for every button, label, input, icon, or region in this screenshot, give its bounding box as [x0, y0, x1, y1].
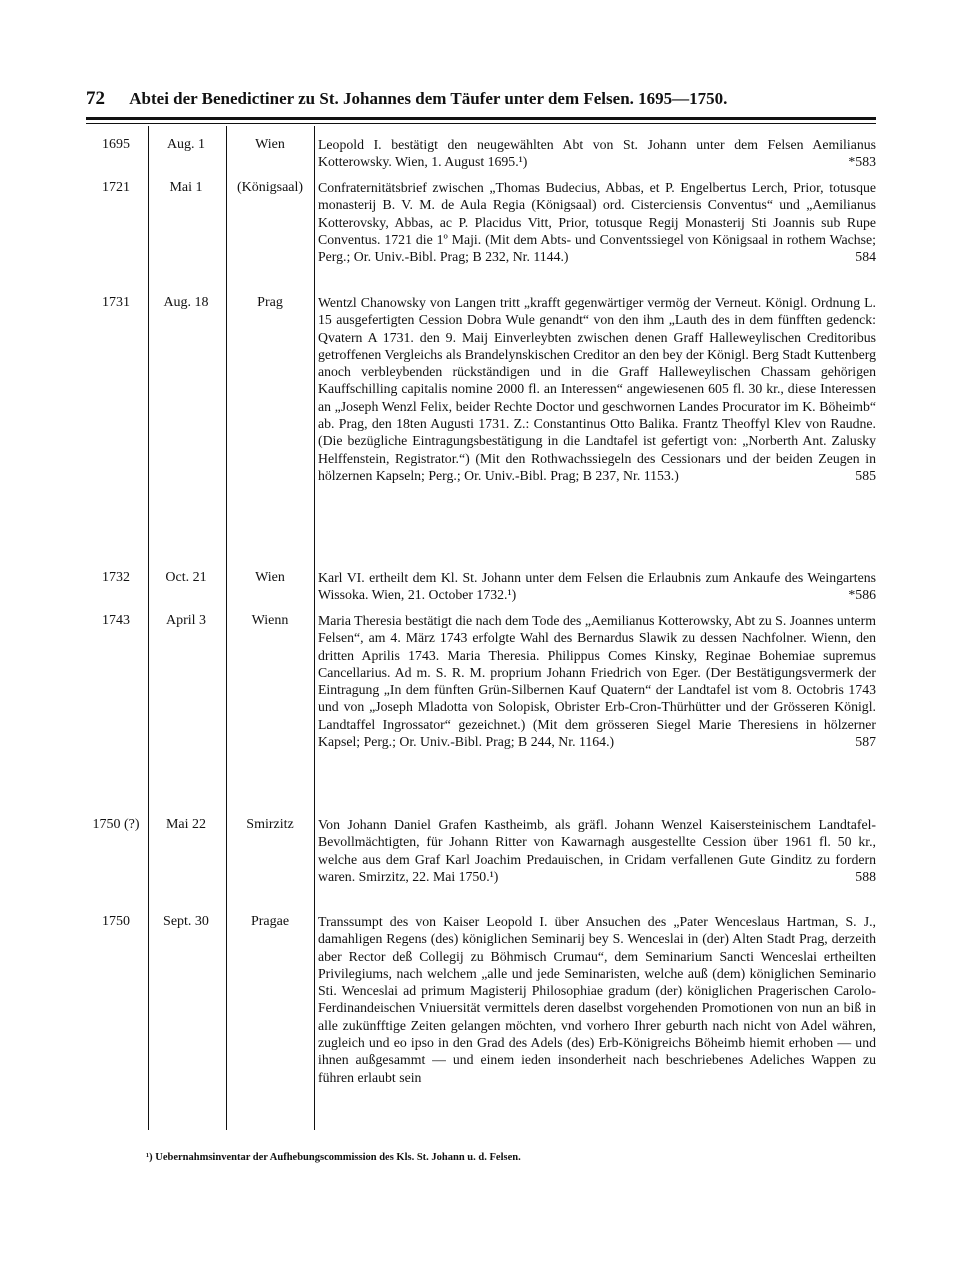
entry-body: Karl VI. ertheilt dem Kl. St. Johann unter dem Felsen die Erlaubnis zum Ankaufe des Weingartens Wissoka. Wien, 21. October 1732.¹)	[318, 570, 876, 603]
entry-year: 1695	[102, 137, 130, 152]
entry-year: 1721	[102, 180, 130, 195]
page-title: Abtei der Benedictiner zu St. Johannes dem Täufer unter dem Felsen. 1695—1750.	[129, 89, 728, 108]
entry-year: 1750 (?)	[92, 817, 140, 832]
page-number: 72	[86, 88, 105, 109]
entry-date: Mai 1	[169, 180, 203, 195]
entry-place: Wien	[255, 137, 285, 152]
entry-place: Wienn	[251, 613, 289, 628]
entry-place: Prag	[257, 295, 283, 310]
footnote: ¹) Uebernahmsinventar der Aufhebungscommission des Kls. St. Johann u. d. Felsen.	[146, 1152, 521, 1163]
entry-number: *586	[848, 587, 876, 603]
entry-place: (Königsaal)	[236, 180, 304, 195]
header-rule-thin	[86, 123, 876, 124]
entry-body: Von Johann Daniel Grafen Kastheimb, als gräfl. Johann Wenzel Kaisersteinischem Landtafel-Bevollmächtigten, für Johann Ritter von Kawarnagh ausgestellte Cession über 1961 fl. 50 kr., welche aus dem Graf Karl Joachim Predauischen, in Cridam verfallenen Gute Ginditz zu fordern waren. Smirzitz, 22. Mai 1750.¹)	[318, 817, 876, 884]
entry-year: 1743	[102, 613, 130, 628]
header-rule-thick	[86, 117, 876, 120]
entry-body: Leopold I. bestätigt den neugewählten Abt von St. Johann unter dem Felsen Aemilianus Kotterowsky. Wien, 1. August 1695.¹)	[318, 137, 876, 170]
entry-number: *583	[848, 154, 876, 170]
entry-number: 584	[855, 249, 876, 265]
page-header	[86, 88, 876, 110]
column-divider-place	[314, 126, 315, 1130]
entry-date: Oct. 21	[165, 570, 207, 585]
entry-date: April 3	[165, 613, 207, 628]
entry-body: Maria Theresia bestätigt die nach dem Tode des „Aemilianus Kotterowsky, Abt zu S. Joannes unterm Felsen“, am 4. März 1743 erfolgte Wahl des Bernardus Slawik zu dessen Nachfolner. Wienn, den dritten Aprilis 1743. Maria Theresia. Philippus Comes Kinsky, Reginae Bohemiae supremus Cancellarius. Ad m. S. R. M. proprium Johann Friedrich von Eger. (Der Bestätigungsvermerk der Eintragung „In dem fünften Grün-Silbernen Kauf Quatern“ der Landtafel ist vom 8. Octobris 1743 und von „Joseph Mladotta von Solopisk, Obrister Erb-Cron-Thürhütter und der Grösseren Königl. Landtaffel Ingrossator“ gezeichnet.) (Mit dem grösseren Siegel Marie Theresiens in hölzerner Kapsel; Perg.; Or. Univ.-Bibl. Prag; B 244, Nr. 1164.)	[318, 613, 876, 750]
entry-text	[318, 913, 876, 1086]
entry-body: Confraternitätsbrief zwischen „Thomas Budecius, Abbas, et P. Engelbertus Lerch, Prior, totusque monasterij B. V. M. de Aula Regia (Königsaal) ord. Cisterciensis Conventus“ und „Aemilianus Kotterovsky, Abbas, ac P. Placidus Vitt, Prior, totusque Regij Monasterij Sti Joannis sub Rupe Conventus. 1721 die 1º Maji. (Mit dem Abts- und Conventssiegel von Königsaal in rothem Wachse; Perg.; Or. Univ.-Bibl. Prag; B 232, Nr. 1144.)	[318, 180, 876, 265]
entry-date: Mai 22	[165, 817, 207, 832]
entry-place: Wien	[255, 570, 285, 585]
entry-text	[318, 569, 876, 604]
entry-place: Smirzitz	[246, 817, 294, 832]
entry-date: Aug. 1	[166, 137, 206, 152]
entry-date: Aug. 18	[163, 295, 209, 310]
entry-text	[318, 179, 876, 265]
entry-text	[318, 136, 876, 171]
entry-body: Transsumpt des von Kaiser Leopold I. über Ansuchen des „Pater Wenceslaus Hartman, S. J., damahligen Regens (des) königlichen Seminarij bey S. Wenceslai in (der) Alten Stadt Prag, derzeith aber Rector deß Collegij zu Böhmisch Crumau“, dem Seminarium Sancti Wenceslai ertheilten Privilegiums, nach welchem „alle und jede Seminaristen, welche auß (dem) königlichen Seminario Sti. Wenceslai ad primum Magisterij Philosophiae gradum (der) königlichen Pragerischen Carolo-Ferdinandeischen Vniuersität vermittels deren daselbst vorgehenden Promotionen von nun an biß in alle zukünfftige Zeiten gelangen möchten, vnd vorhero Ihrer geburth nach nicht von Adel währen, zugleich und eo ipso in den Grad des Adels (des) Erb-Königreichs Böheimb hiemit erhoben — und ihnen außgesammt — und einem ieden insonderheit nach beschriebenes Adeliches Wappen zu führen erlaubt sein	[318, 914, 876, 1085]
entry-body: Wentzl Chanowsky von Langen tritt „krafft gegenwärtiger vermög der Verneut. Königl. Ordnung L. 15 ausgefertigten Cession Dobra Wule genandt“ von den ihm „Lauth des in dem fünfften gedenck: Qvatern A 1731. den 9. Maij Einverleybten zwischen denen Graff Halleweylischen Creditoribus getroffenen Vergleichs als Brandelynskischen Creditor an den bey der Königl. Berg Stadt Kuttenberg anoch verbleybenden rückständigen und in die Graff Halleweylischen Chassam gehörigen Kauffschilling capitalis nomine 2000 fl. an Interessen“ angewiesenen 605 fl. 30 kr., diese Interessen an „Joseph Wenzl Felix, beider Rechte Doctor und geschwornen Landes Procurator im K. Böheimb“ ab. Prag, den 18ten Augusti 1731. Z.: Constantinus Otto Balika. Frantz Theoffyl Klev von Raudne. (Die bezügliche Eintragungsbestätigung in die Landtafel ist gefertigt von: „Norberth Ant. Zalusky Helffenstein, Registrator.“) (Mit den Rothwachssiegeln des Cessionars und der beiden Zeugen in hölzernen Kapseln; Perg.; Or. Univ.-Bibl. Prag; B 237, Nr. 1153.)	[318, 295, 876, 483]
entry-text	[318, 612, 876, 750]
entry-place: Pragae	[250, 914, 290, 929]
entry-text	[318, 816, 876, 885]
entry-number: 587	[855, 734, 876, 750]
entry-number: 585	[855, 467, 876, 483]
entry-date: Sept. 30	[163, 914, 209, 929]
entry-year: 1731	[102, 295, 130, 310]
entry-text	[318, 294, 876, 484]
entry-year: 1750	[102, 914, 130, 929]
entry-number: 588	[855, 868, 876, 884]
entry-year: 1732	[102, 570, 130, 585]
